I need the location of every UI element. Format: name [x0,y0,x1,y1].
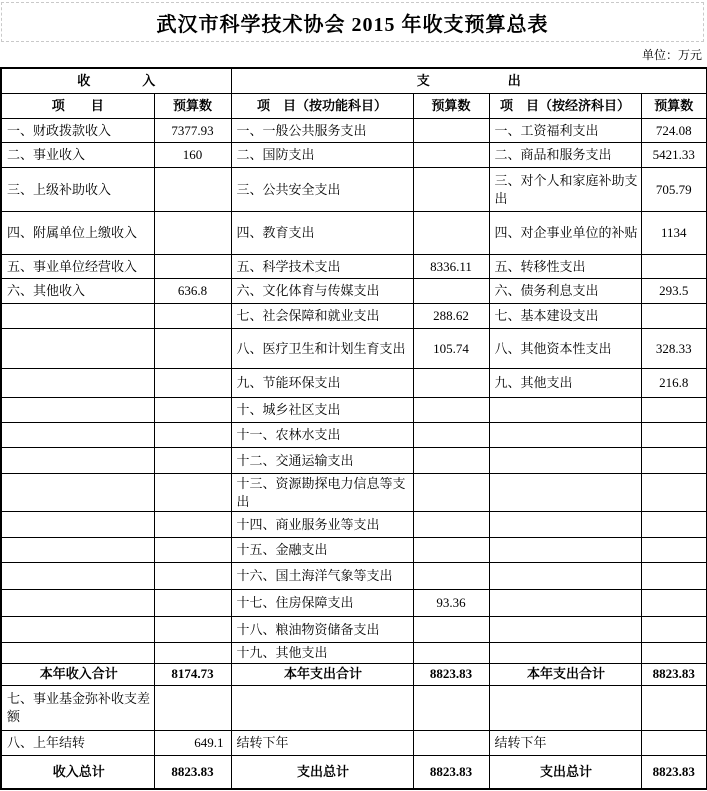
item-cell [489,423,641,448]
table-row [1,304,707,329]
budget-value-cell [154,590,231,617]
item-cell [1,563,154,590]
item-cell: 七、事业基金弥补收支差额 [1,685,154,730]
budget-value-cell: 5421.33 [641,143,707,168]
budget-value-cell [413,119,489,143]
table-row [1,617,707,643]
unit-note: 单位：万元 [641,48,702,62]
item-cell: 二、商品和服务支出 [489,143,641,168]
budget-value-cell: 160 [154,143,231,168]
item-cell: 三、对个人和家庭补助支出 [489,168,641,212]
budget-value-cell [413,423,489,448]
budget-value-cell [413,212,489,255]
budget-value-cell: 1134 [641,212,707,255]
item-cell: 八、其他资本性支出 [489,329,641,369]
item-cell: 一、一般公共服务支出 [231,119,413,143]
item-cell: 四、对企事业单位的补贴 [489,212,641,255]
unit-note-row [0,42,705,67]
budget-value-cell [154,563,231,590]
budget-value-cell [413,512,489,538]
budget-value-cell [413,448,489,474]
budget-value-cell [413,168,489,212]
item-cell: 五、科学技术支出 [231,255,413,279]
item-cell: 本年支出合计 [489,663,641,685]
item-cell: 六、债务利息支出 [489,279,641,304]
budget-value-cell [641,590,707,617]
item-cell: 十二、交通运输支出 [231,448,413,474]
item-cell [489,590,641,617]
item-cell: 七、基本建设支出 [489,304,641,329]
item-cell: 三、公共安全支出 [231,168,413,212]
budget-value-cell [413,143,489,168]
budget-value-cell [154,423,231,448]
table-row [1,369,707,398]
item-cell [1,538,154,563]
budget-value-cell: 649.1 [154,730,231,755]
item-cell: 五、事业单位经营收入 [1,255,154,279]
item-cell: 本年收入合计 [1,663,154,685]
item-cell [1,369,154,398]
item-cell: 一、财政拨款收入 [1,119,154,143]
budget-value-cell [154,643,231,664]
item-cell [1,304,154,329]
budget-value-cell: 636.8 [154,279,231,304]
item-cell: 支出总计 [489,755,641,789]
col-header-function-item: 项 目（按功能科目） [231,94,413,119]
table-row [1,563,707,590]
budget-value-cell [154,617,231,643]
page-title: 武汉市科学技术协会 2015 年收支预算总表 [1,2,704,42]
item-cell: 四、附属单位上缴收入 [1,212,154,255]
budget-value-cell [641,398,707,423]
item-cell [1,590,154,617]
col-header-economic-budget: 预算数 [641,94,707,119]
budget-value-cell: 705.79 [641,168,707,212]
item-cell: 一、工资福利支出 [489,119,641,143]
budget-value-cell: 93.36 [413,590,489,617]
budget-value-cell: 293.5 [641,279,707,304]
budget-value-cell: 8823.83 [154,755,231,789]
budget-value-cell [641,304,707,329]
budget-value-cell: 8823.83 [641,755,707,789]
item-cell: 六、其他收入 [1,279,154,304]
budget-value-cell [641,255,707,279]
budget-value-cell [641,685,707,730]
table-row [1,643,707,664]
item-cell: 七、社会保障和就业支出 [231,304,413,329]
budget-value-cell [413,685,489,730]
table-row [1,730,707,755]
item-cell: 支出总计 [231,755,413,789]
table-row [1,448,707,474]
item-cell [1,329,154,369]
item-cell: 六、文化体育与传媒支出 [231,279,413,304]
item-cell [1,448,154,474]
budget-value-cell [154,474,231,512]
table-header [1,68,707,119]
col-header-income-item: 项 目 [1,94,154,119]
budget-value-cell: 8174.73 [154,663,231,685]
table-row [1,474,707,512]
item-cell [489,563,641,590]
item-cell: 十九、其他支出 [231,643,413,664]
item-cell [1,398,154,423]
budget-value-cell: 328.33 [641,329,707,369]
budget-value-cell: 105.74 [413,329,489,369]
budget-value-cell [641,730,707,755]
expenditure-section-header: 支 出 [231,68,707,94]
budget-value-cell: 8823.83 [641,663,707,685]
item-cell [1,423,154,448]
item-cell: 十七、住房保障支出 [231,590,413,617]
budget-value-cell: 288.62 [413,304,489,329]
item-cell: 十八、粮油物资储备支出 [231,617,413,643]
col-header-function-budget: 预算数 [413,94,489,119]
table-row [1,168,707,212]
budget-value-cell [154,168,231,212]
budget-value-cell [641,423,707,448]
table-row [1,590,707,617]
table-row [1,119,707,143]
budget-value-cell [413,398,489,423]
item-cell: 九、其他支出 [489,369,641,398]
budget-value-cell [154,329,231,369]
budget-value-cell [413,563,489,590]
item-cell: 三、上级补助收入 [1,168,154,212]
item-cell [489,448,641,474]
budget-value-cell [154,212,231,255]
budget-value-cell [154,255,231,279]
budget-value-cell: 8823.83 [413,755,489,789]
table-row [1,512,707,538]
table-row [1,255,707,279]
budget-value-cell [154,685,231,730]
item-cell: 二、事业收入 [1,143,154,168]
budget-value-cell [154,538,231,563]
item-cell: 结转下年 [489,730,641,755]
section-header-row [1,68,707,94]
budget-value-cell [641,448,707,474]
budget-value-cell [641,643,707,664]
budget-value-cell: 724.08 [641,119,707,143]
budget-value-cell [413,474,489,512]
item-cell [489,643,641,664]
income-section-header: 收 入 [1,68,231,94]
item-cell: 五、转移性支出 [489,255,641,279]
item-cell: 十三、资源勘探电力信息等支出 [231,474,413,512]
budget-value-cell [154,398,231,423]
item-cell [489,512,641,538]
item-cell [231,685,413,730]
budget-value-cell [413,279,489,304]
budget-table [0,67,707,790]
item-cell: 八、医疗卫生和计划生育支出 [231,329,413,369]
budget-value-cell [413,369,489,398]
table-row [1,423,707,448]
item-cell: 本年支出合计 [231,663,413,685]
budget-value-cell [154,369,231,398]
item-cell [489,617,641,643]
table-row [1,329,707,369]
column-header-row [1,94,707,119]
budget-value-cell: 8823.83 [413,663,489,685]
item-cell: 十、城乡社区支出 [231,398,413,423]
item-cell: 十五、金融支出 [231,538,413,563]
col-header-economic-item: 项 目（按经济科目） [489,94,641,119]
budget-value-cell [413,730,489,755]
item-cell: 八、上年结转 [1,730,154,755]
item-cell: 九、节能环保支出 [231,369,413,398]
table-body [1,119,707,790]
budget-value-cell: 7377.93 [154,119,231,143]
budget-value-cell: 216.8 [641,369,707,398]
item-cell: 结转下年 [231,730,413,755]
item-cell [1,617,154,643]
budget-value-cell [641,474,707,512]
item-cell [1,643,154,664]
item-cell: 十一、农林水支出 [231,423,413,448]
budget-value-cell [413,643,489,664]
item-cell: 二、国防支出 [231,143,413,168]
budget-value-cell [413,538,489,563]
table-row [1,398,707,423]
budget-value-cell [641,538,707,563]
item-cell [489,685,641,730]
total-row [1,755,707,789]
item-cell [1,512,154,538]
budget-value-cell: 8336.11 [413,255,489,279]
budget-value-cell [154,304,231,329]
budget-value-cell [641,512,707,538]
item-cell: 十六、国土海洋气象等支出 [231,563,413,590]
item-cell [1,474,154,512]
item-cell: 十四、商业服务业等支出 [231,512,413,538]
table-row [1,685,707,730]
item-cell: 四、教育支出 [231,212,413,255]
table-row [1,538,707,563]
budget-value-cell [154,512,231,538]
item-cell: 收入总计 [1,755,154,789]
budget-value-cell [641,563,707,590]
budget-value-cell [154,448,231,474]
table-row [1,279,707,304]
total-row [1,663,707,685]
budget-value-cell [641,617,707,643]
table-row [1,143,707,168]
budget-value-cell [413,617,489,643]
item-cell [489,398,641,423]
item-cell [489,474,641,512]
item-cell [489,538,641,563]
col-header-income-budget: 预算数 [154,94,231,119]
table-row [1,212,707,255]
